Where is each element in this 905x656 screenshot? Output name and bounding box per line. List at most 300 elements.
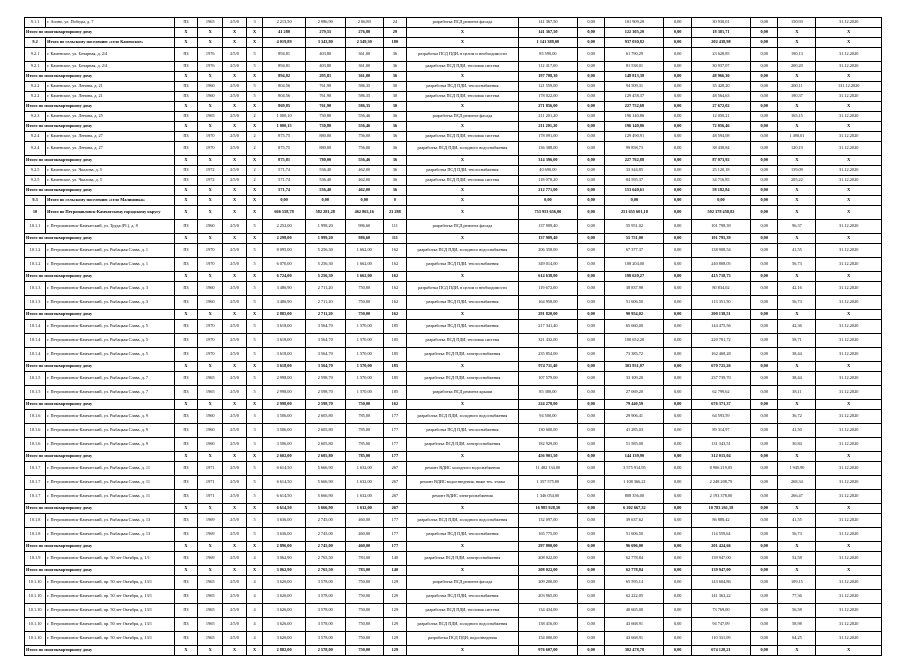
table-row [25, 514, 882, 528]
total-row [25, 72, 882, 82]
total-cell: 279,55 [305, 28, 345, 38]
row-number-cell: 10.1.10 [25, 632, 46, 646]
total-cell: 41 280 [263, 28, 305, 38]
total-area-cell: 3 626,00 [263, 576, 305, 590]
total-cell: 0,00 [751, 234, 778, 244]
section-total-cell: 0,00 [518, 196, 577, 206]
total-cell: 0,00 [751, 400, 778, 410]
limit-cost-cell: 150,93 [778, 18, 816, 28]
premises-area-cell: 2 986,90 [305, 18, 345, 28]
capital-repair-plan-table [24, 17, 882, 656]
section-title-cell: Итого по Петропавловск-Камчатскому городскому округу [46, 206, 175, 220]
living-area-cell: 1 570,00 [345, 372, 383, 386]
residents-cell: 129 [383, 632, 406, 646]
total-cell: 0,00 [751, 646, 778, 656]
total-area-cell: 3 618,00 [263, 320, 305, 334]
total-cell: 0,00 [664, 400, 691, 410]
fund-share-cell: 51 606,50 [605, 296, 664, 310]
premises-area-cell: 403,80 [305, 48, 345, 62]
unit-cost-cell: 30 937,07 [691, 62, 750, 72]
residents-cell: 30 [383, 82, 406, 92]
fund-cost-cell: 0,00 [577, 576, 604, 590]
address-cell: г. Каменское, ул. Ленина, д. 25 [46, 112, 175, 122]
address-cell: г. Петропавловск-Камчатский, ул. Рыбацкая Слава, д. 9 [46, 410, 175, 424]
section-total-cell: 0,00 [751, 206, 778, 220]
year-built-cell: 1976 [198, 62, 223, 72]
work-cost-cell: 203 965,00 [518, 590, 577, 604]
plan-date-cell: 31.12.2020 [816, 424, 882, 438]
section-total-cell: X [778, 38, 816, 48]
section-total-cell: 0,00 [345, 196, 383, 206]
residents-cell: 185 [383, 386, 406, 400]
plan-date-cell: 31.12.2020 [816, 590, 882, 604]
total-cell: X [406, 272, 518, 282]
fund-cost-cell: 0,00 [577, 528, 604, 542]
wall-material-cell: ПЗ [174, 514, 197, 528]
address-cell: г. Асино, ул. Победы, д. 7 [46, 18, 175, 28]
total-cell: 0,00 [751, 72, 778, 82]
fund-share-cell: 129 458,37 [605, 92, 664, 102]
residents-cell: 36 [383, 166, 406, 176]
total-label-cell: Итого по многоквартирному дому [25, 234, 175, 244]
row-number-cell: 10.1.6 [25, 410, 46, 424]
row-number-cell: 10.1.10 [25, 576, 46, 590]
wall-material-cell: ПЗ [174, 632, 197, 646]
total-cell: X [406, 452, 518, 462]
work-cost-cell: 349 014,00 [518, 258, 577, 272]
total-area-cell: 2 252,00 [263, 220, 305, 234]
total-label-cell: Итого по многоквартирному дому [25, 504, 175, 514]
total-cell: 196 140,86 [605, 122, 664, 132]
table-row [25, 176, 882, 186]
total-cell: 2 745,00 [305, 542, 345, 552]
row-number-cell: 9.2.2 [25, 92, 46, 102]
total-cell: X [198, 72, 223, 82]
total-cell: X [778, 72, 816, 82]
total-cell: 0,00 [577, 122, 604, 132]
entrances-cell: 3 [246, 410, 263, 424]
total-row [25, 452, 882, 462]
section-total-row [25, 206, 882, 220]
fund-share-cell: 100 652,28 [605, 334, 664, 348]
total-area-cell: 3 506,00 [263, 438, 305, 452]
work-type-cell: разработка ПСД ПДИ, холодного водоснабжения [406, 618, 518, 632]
section-total-cell: 0,00 [577, 196, 604, 206]
row-number-cell: 10.1.7 [25, 462, 46, 476]
total-cell: X [223, 72, 246, 82]
total-area-cell: 3 636,00 [263, 528, 305, 542]
total-cell: 0,00 [664, 646, 691, 656]
work-cost-cell: 11 482 134,00 [518, 462, 577, 476]
entrances-cell: 4 [246, 552, 263, 566]
residents-cell: 177 [383, 514, 406, 528]
budget-cost-cell: 0,00 [664, 590, 691, 604]
total-cell: X [174, 566, 197, 576]
address-cell: г. Петропавловск-Камчатский, ул. Рыбацкая Слава, д. 5 [46, 320, 175, 334]
total-cell: 1 632,00 [345, 504, 383, 514]
total-cell: X [816, 186, 882, 196]
work-cost-cell: 206 358,00 [518, 244, 577, 258]
row-number-cell: 10.1.4 [25, 320, 46, 334]
fund-cost-cell: 0,00 [577, 632, 604, 646]
row-number-cell: 10.1.3 [25, 296, 46, 310]
total-area-cell: 2 998,00 [263, 372, 305, 386]
floors-cell: 2/5/0 [223, 92, 246, 102]
floors-cell: 2/5/0 [223, 166, 246, 176]
plan-date-cell: 31.12.2020 [816, 132, 882, 142]
year-built-cell: 1972 [198, 166, 223, 176]
total-label-cell: Итого по многоквартирному дому [25, 310, 175, 320]
total-cell: 122 305,20 [605, 28, 664, 38]
work-cost-cell: 154 000,00 [518, 632, 577, 646]
entrances-cell: 2 [246, 132, 263, 142]
total-cell: X [406, 122, 518, 132]
living-area-cell: 750,00 [345, 604, 383, 618]
year-built-cell: 1970 [198, 348, 223, 362]
premises-area-cell: 5 256,30 [305, 258, 345, 272]
plan-date-cell: 31.12.2020 [816, 604, 882, 618]
residents-cell: 162 [383, 282, 406, 296]
floors-cell: 2/5/0 [223, 476, 246, 490]
section-total-cell: 0,00 [577, 206, 604, 220]
total-cell: 0,00 [577, 400, 604, 410]
total-cell: X [406, 646, 518, 656]
fund-share-cell: 81 538,01 [605, 62, 664, 72]
budget-cost-cell: 0,00 [664, 82, 691, 92]
total-cell: X [778, 646, 816, 656]
total-area-cell: 3 486,90 [263, 282, 305, 296]
limit-cost-cell: 64,25 [778, 632, 816, 646]
table-row [25, 476, 882, 490]
total-cell: 0,00 [664, 28, 691, 38]
floors-cell: 2/5/0 [223, 576, 246, 590]
total-cell: X [198, 272, 223, 282]
total-cell: 148 813,38 [605, 72, 664, 82]
work-cost-cell: 178 091,00 [518, 132, 577, 142]
floors-cell: 2/5/0 [223, 296, 246, 310]
total-cell: X [223, 156, 246, 166]
budget-cost-cell: 0,00 [664, 220, 691, 234]
total-row [25, 566, 882, 576]
cost-per-sqm-cell: 0,00 [751, 176, 778, 186]
row-number-cell: 9.2.3 [25, 112, 46, 122]
living-area-cell: 462,00 [345, 166, 383, 176]
year-built-cell: 1970 [198, 320, 223, 334]
total-cell: X [223, 122, 246, 132]
wall-material-cell: ПЗ [174, 552, 197, 566]
limit-cost-cell: 41,55 [778, 514, 816, 528]
entrances-cell: 5 [246, 220, 263, 234]
entrances-cell: 5 [246, 320, 263, 334]
wall-material-cell: ПЗ [174, 320, 197, 334]
total-cell: X [198, 102, 223, 112]
work-type-cell: разработка ПСД ПДИ, теплоснабжения [406, 166, 518, 176]
total-cell: 302 478,78 [605, 646, 664, 656]
total-cell: X [816, 234, 882, 244]
floors-cell: 2/5/0 [223, 462, 246, 476]
work-cost-cell: 1 357 575,00 [518, 476, 577, 490]
total-label-cell: Итого по многоквартирному дому [25, 400, 175, 410]
fund-share-cell: 51 606,50 [605, 528, 664, 542]
row-number-cell: 10.1.5 [25, 386, 46, 400]
table-row [25, 552, 882, 566]
fund-cost-cell: 0,00 [577, 424, 604, 438]
total-cell: X [223, 362, 246, 372]
total-label-cell: Итого по многоквартирному дому [25, 566, 175, 576]
total-cell: X [246, 186, 263, 196]
total-cell: 185 [383, 362, 406, 372]
year-built-cell: 1965 [198, 632, 223, 646]
fund-share-cell: 39 637,62 [605, 514, 664, 528]
total-cell: X [778, 156, 816, 166]
total-cell: X [223, 28, 246, 38]
fund-cost-cell: 0,00 [577, 386, 604, 400]
unit-cost-cell: 139 947,00 [691, 552, 750, 566]
floors-cell: 2/5/0 [223, 320, 246, 334]
work-cost-cell: 137 909,40 [518, 220, 577, 234]
total-cell: 177 [383, 452, 406, 462]
fund-share-cell: 62 222,05 [605, 590, 664, 604]
limit-cost-cell: 58,71 [778, 334, 816, 348]
total-cell: X [174, 156, 197, 166]
living-area-cell: 361,00 [345, 48, 383, 62]
address-cell: г. Петропавловск-Камчатский, ул. Рыбацкая Слава, д. 13 [46, 514, 175, 528]
fund-cost-cell: 0,00 [577, 48, 604, 62]
premises-area-cell: 2 605,80 [305, 424, 345, 438]
total-cell: 2 602,00 [263, 452, 305, 462]
entrances-cell: 2 [246, 176, 263, 186]
fund-share-cell: 67 377,37 [605, 244, 664, 258]
premises-area-cell: 761,90 [305, 82, 345, 92]
cost-per-sqm-cell: 0,00 [751, 490, 778, 504]
table-row [25, 528, 882, 542]
section-total-cell: X [223, 38, 246, 48]
premises-area-cell: 761,90 [305, 92, 345, 102]
section-number-cell: 10 [25, 206, 46, 220]
premises-area-cell: 2 711,20 [305, 282, 345, 296]
total-area-cell: 3 626,00 [263, 590, 305, 604]
budget-cost-cell: 0,00 [664, 438, 691, 452]
unit-cost-cell: 138 908,54 [691, 244, 750, 258]
wall-material-cell: ПЗ [174, 334, 197, 348]
entrances-cell: 3 [246, 424, 263, 438]
fund-share-cell: 55 951,02 [605, 220, 664, 234]
plan-date-cell: 31.12.2020 [816, 386, 882, 400]
year-built-cell: 1971 [198, 462, 223, 476]
table-row [25, 462, 882, 476]
total-cell: 986,60 [345, 234, 383, 244]
residents-cell: 24 [383, 18, 406, 28]
total-cell: 750,00 [345, 646, 383, 656]
budget-cost-cell: 0,00 [664, 176, 691, 186]
limit-cost-cell: 56,73 [778, 258, 816, 272]
total-cell: 140 [383, 566, 406, 576]
total-cell: X [246, 310, 263, 320]
fund-share-cell: 196 140,86 [605, 112, 664, 122]
residents-cell: 36 [383, 112, 406, 122]
total-cell: 0,00 [577, 362, 604, 372]
total-cell: X [198, 504, 223, 514]
work-type-cell: разработка ПСД ПДИ, холодного водоснабжения [406, 410, 518, 424]
limit-cost-cell: 120,19 [778, 142, 816, 156]
premises-area-cell: 3 578,00 [305, 604, 345, 618]
floors-cell: 2/5/0 [223, 604, 246, 618]
total-row [25, 28, 882, 38]
fund-share-cell: 33 109,20 [605, 372, 664, 386]
cost-per-sqm-cell: 0,00 [751, 48, 778, 62]
unit-cost-cell: 240 808,05 [691, 258, 750, 272]
total-area-cell: 875,75 [263, 142, 305, 156]
budget-cost-cell: 0,00 [664, 282, 691, 296]
total-cell: X [778, 28, 816, 38]
cost-per-sqm-cell: 0,00 [751, 528, 778, 542]
fund-share-cell: 29 906,41 [605, 410, 664, 424]
plan-date-cell: 31.12.2020 [816, 334, 882, 348]
total-label-cell: Итого по многоквартирному дому [25, 186, 175, 196]
floors-cell: 2/5/0 [223, 220, 246, 234]
work-cost-cell: 107 579,00 [518, 372, 577, 386]
total-cell: 227 762,88 [605, 156, 664, 166]
entrances-cell: 5 [246, 490, 263, 504]
table-row [25, 386, 882, 400]
limit-cost-cell: 139,09 [778, 166, 816, 176]
unit-cost-cell: 131 343,51 [691, 438, 750, 452]
section-total-cell: 3 343,80 [305, 38, 345, 48]
entrances-cell: 3 [246, 18, 263, 28]
limit-cost-cell: 268,34 [778, 476, 816, 490]
total-cell: X [223, 452, 246, 462]
premises-area-cell: 880,00 [305, 132, 345, 142]
row-number-cell: 10.1.6 [25, 438, 46, 452]
total-cell: 200 138,51 [691, 310, 750, 320]
floors-cell: 2/5/0 [223, 632, 246, 646]
table-row [25, 62, 882, 72]
total-cell: 129 [383, 646, 406, 656]
floors-cell: 2/5/0 [223, 334, 246, 348]
total-cell: X [246, 504, 263, 514]
total-row [25, 362, 882, 372]
section-total-cell: X [816, 38, 882, 48]
total-cell: X [198, 646, 223, 656]
total-cell: X [778, 400, 816, 410]
section-total-cell: 0,00 [664, 38, 691, 48]
entrances-cell: 5 [246, 282, 263, 296]
wall-material-cell: ПЗ [174, 386, 197, 400]
total-cell: 1 570,00 [345, 362, 383, 372]
wall-material-cell: ПЗ [174, 590, 197, 604]
total-cell: X [174, 234, 197, 244]
total-cell: 208 022,00 [518, 566, 577, 576]
entrances-cell: 5 [246, 528, 263, 542]
work-cost-cell: 165 775,00 [518, 528, 577, 542]
section-total-cell: 2 549,30 [345, 38, 383, 48]
section-total-cell: 582 281,28 [305, 206, 345, 220]
total-cell: 267 [383, 504, 406, 514]
total-cell: X [406, 310, 518, 320]
year-built-cell: 1972 [198, 176, 223, 186]
living-area-cell: 1 570,00 [345, 348, 383, 362]
total-cell: 162 [383, 310, 406, 320]
work-cost-cell: 164 958,00 [518, 296, 577, 310]
fund-share-cell: 61 790,29 [605, 48, 664, 62]
fund-cost-cell: 0,00 [577, 618, 604, 632]
budget-cost-cell: 0,00 [664, 296, 691, 310]
budget-cost-cell: 0,00 [664, 166, 691, 176]
total-cell: 6 614,50 [263, 504, 305, 514]
plan-date-cell: 31.12.2020 [816, 514, 882, 528]
section-total-cell: 0 [383, 196, 406, 206]
budget-cost-cell: 0,00 [664, 514, 691, 528]
total-area-cell: 2 213,50 [263, 18, 305, 28]
total-cell: 415 718,73 [691, 272, 750, 282]
section-total-cell: 0,00 [664, 196, 691, 206]
total-cell: X [816, 566, 882, 576]
fund-cost-cell: 0,00 [577, 112, 604, 122]
total-cell: 5 666,90 [305, 504, 345, 514]
total-cell: X [406, 542, 518, 552]
total-area-cell: 3 506,00 [263, 424, 305, 438]
total-cell: 0,00 [751, 504, 778, 514]
unit-cost-cell: 89 314,97 [691, 424, 750, 438]
total-cell: X [246, 542, 263, 552]
entrances-cell: 5 [246, 348, 263, 362]
work-type-cell: разработка ПСД ПДИ, теплоснабжения [406, 258, 518, 272]
limit-cost-cell: 42,16 [778, 282, 816, 296]
living-area-cell: 750,00 [345, 590, 383, 604]
budget-cost-cell: 0,00 [664, 424, 691, 438]
plan-date-cell: 31.12.2020 [816, 372, 882, 386]
total-area-cell: 804,56 [263, 92, 305, 102]
row-number-cell: 10.1.8 [25, 528, 46, 542]
entrances-cell: 4 [246, 632, 263, 646]
total-label-cell: Итого по многоквартирному дому [25, 28, 175, 38]
section-total-cell: 666 558,78 [263, 206, 305, 220]
wall-material-cell: ПЗ [174, 528, 197, 542]
fund-share-cell: 65 660,00 [605, 320, 664, 334]
plan-date-cell: 31.12.2020 [816, 142, 882, 156]
residents-cell: 36 [383, 176, 406, 186]
year-built-cell: 1960 [198, 410, 223, 424]
total-cell: 0,00 [751, 156, 778, 166]
address-cell: г. Петропавловск-Камчатский, ул. Рыбацкая Слава, д. 11 [46, 476, 175, 490]
table-row [25, 296, 882, 310]
total-area-cell: 894,81 [263, 48, 305, 62]
total-cell: X [174, 362, 197, 372]
total-cell: X [223, 272, 246, 282]
total-cell: X [246, 646, 263, 656]
plan-date-cell: 31.12.2020 [816, 92, 882, 102]
living-area-cell: 462,00 [345, 176, 383, 186]
work-type-cell: разработка ПСД ПДИ, в целом и необходимости [406, 282, 518, 296]
work-cost-cell: 211 201,20 [518, 112, 577, 122]
plan-date-cell: 31.12.2020 [816, 296, 882, 310]
row-number-cell: 10.1.8 [25, 514, 46, 528]
total-cell: 0,00 [751, 542, 778, 552]
floors-cell: 2/5/0 [223, 18, 246, 28]
living-area-cell: 586,35 [345, 82, 383, 92]
row-number-cell: 10.1.2 [25, 258, 46, 272]
living-area-cell: 1 662,00 [345, 244, 383, 258]
total-area-cell: 571,74 [263, 166, 305, 176]
unit-cost-cell: 143 604,86 [691, 576, 750, 590]
fund-share-cell: 1 108 366,21 [605, 476, 664, 490]
living-area-cell: 785,00 [345, 424, 383, 438]
unit-cost-cell: 110 331,09 [691, 632, 750, 646]
unit-cost-cell: 48 564,63 [691, 92, 750, 102]
total-cell: 0,00 [664, 542, 691, 552]
fund-cost-cell: 0,00 [577, 372, 604, 386]
living-area-cell: 750,00 [345, 282, 383, 296]
